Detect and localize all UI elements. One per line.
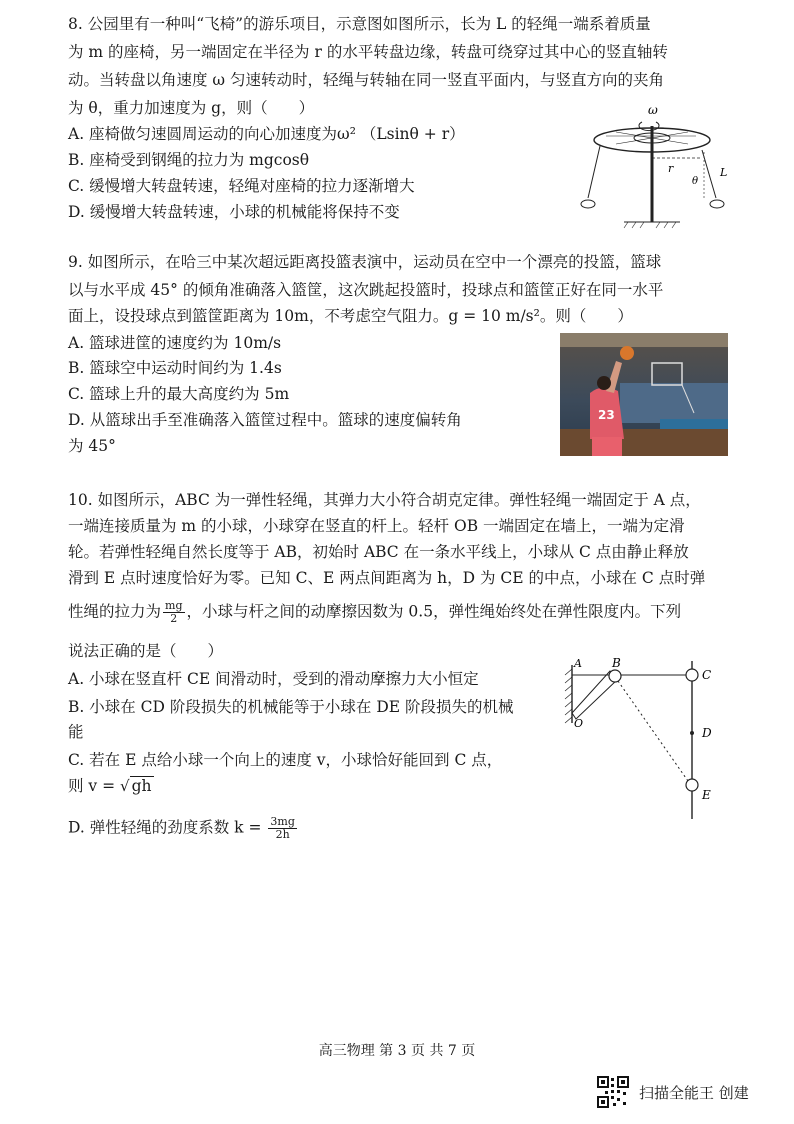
q10-line-3: 轮。若弹性轻绳自然长度等于 AB，初始时 ABC 在一条水平线上，小球从 C 点由静止释放 bbox=[68, 543, 689, 561]
q9-option-c: C. 篮球上升的最大高度约为 5m bbox=[68, 385, 290, 403]
omega-label: ω bbox=[648, 103, 658, 117]
scanner-watermark bbox=[597, 1076, 749, 1108]
label-D: D bbox=[702, 726, 712, 740]
q10-option-c-cont: 则 v = √ gh bbox=[68, 777, 152, 795]
elastic-rope-diagram bbox=[562, 655, 722, 825]
jersey-number: 23 bbox=[598, 408, 615, 422]
q10-line-5-end: ，小球与杆之间的动摩擦因数为 0.5，弹性绳始终处在弹性限度内。下列 bbox=[186, 602, 682, 621]
q9-line-1: 9. 如图所示，在哈三中某次超远距离投篮表演中，运动员在空中一个漂亮的投篮，篮球 bbox=[68, 253, 662, 271]
q8-option-b: B. 座椅受到钢绳的拉力为 mgcosθ bbox=[68, 151, 310, 169]
q8-line-1: 8. 公园里有一种叫“飞椅”的游乐项目，示意图如图所示，长为 L 的轻绳一端系着质量 bbox=[68, 15, 651, 33]
q10-option-d bbox=[68, 816, 299, 841]
q8-option-c: C. 缓慢增大转盘转速，轻绳对座椅的拉力逐渐增大 bbox=[68, 177, 415, 195]
label-A: A bbox=[574, 657, 582, 670]
label-C: C bbox=[702, 668, 712, 682]
basketball-photo bbox=[560, 333, 728, 456]
q10-line-6: 说法正确的是（ ） bbox=[68, 642, 224, 660]
k-den: 2h bbox=[275, 828, 290, 841]
q9-option-a: A. 篮球进筐的速度约为 10m/s bbox=[68, 334, 282, 352]
k-fraction bbox=[268, 816, 296, 841]
q10-line-2: 一端连接质量为 m 的小球，小球穿在竖直的杆上。轻杆 OB 一端固定在墙上，一端为定滑 bbox=[68, 517, 685, 535]
q8-line-2: 为 m 的座椅，另一端固定在半径为 r 的水平转盘边缘，转盘可绕穿过其中心的竖直轴转 bbox=[68, 43, 668, 61]
r-label: r bbox=[668, 162, 674, 175]
tension-fraction bbox=[163, 600, 184, 625]
flying-chair-diagram bbox=[576, 100, 736, 230]
q9-line-3: 面上，设投球点到篮筐距离为 10m，不考虑空气阻力。g = 10 m/s²。则（ ） bbox=[68, 307, 633, 325]
tension-den: 2 bbox=[170, 612, 178, 625]
label-B: B bbox=[612, 656, 621, 670]
q9-line-2: 以与水平成 45° 的倾角准确落入篮筐，这次跳起投篮时，投球点和篮筐正好在同一水平 bbox=[68, 281, 664, 299]
q10-line-5-start: 性绳的拉力为 bbox=[68, 602, 162, 621]
q9-option-d-cont: 为 45° bbox=[68, 437, 116, 455]
q10-option-a: A. 小球在竖直杆 CE 间滑动时，受到的滑动摩擦力大小恒定 bbox=[68, 670, 479, 688]
scanner-text: 扫描全能王 创建 bbox=[639, 1083, 749, 1102]
q9-option-b: B. 篮球空中运动时间约为 1.4s bbox=[68, 359, 282, 377]
page-footer: 高三物理 第 3 页 共 7 页 bbox=[318, 1043, 476, 1059]
theta-label: θ bbox=[692, 176, 699, 187]
label-O: O bbox=[574, 717, 584, 730]
basketball bbox=[620, 346, 634, 360]
q8-line-3: 动。当转盘以角速度 ω 匀速转动时，轻绳与转轴在同一竖直平面内，与竖直方向的夹角 bbox=[68, 71, 664, 89]
qr-code-icon bbox=[597, 1076, 629, 1108]
q10-line-5 bbox=[68, 600, 681, 625]
q8-line-4: 为 θ，重力加速度为 g，则（ ） bbox=[68, 99, 315, 117]
q10-option-b-cont: 能 bbox=[68, 723, 84, 741]
q10-option-c: C. 若在 E 点给小球一个向上的速度 v，小球恰好能回到 C 点， bbox=[68, 751, 503, 769]
q8-option-a: A. 座椅做匀速圆周运动的向心加速度为ω² （Lsinθ + r） bbox=[68, 125, 465, 143]
tension-num: mg bbox=[165, 599, 183, 612]
q10-line-4: 滑到 E 点时速度恰好为零。已知 C、E 两点间距离为 h，D 为 CE 的中点，小球在 C 点时弹 bbox=[68, 569, 706, 587]
q9-option-d: D. 从篮球出手至准确落入篮筐过程中。篮球的速度偏转角 bbox=[68, 411, 462, 429]
q8-option-d: D. 缓慢增大转盘转速，小球的机械能将保持不变 bbox=[68, 203, 400, 221]
k-expression: D. 弹性轻绳的劲度系数 k = bbox=[68, 818, 267, 837]
L-label: L bbox=[720, 166, 728, 179]
v-expression: 则 v = bbox=[68, 777, 121, 795]
label-E: E bbox=[702, 788, 711, 802]
k-num: 3mg bbox=[270, 815, 295, 828]
q10-option-b: B. 小球在 CD 阶段损失的机械能等于小球在 DE 阶段损失的机械 bbox=[68, 698, 514, 716]
v-sqrt-arg: gh bbox=[131, 777, 152, 795]
q10-line-1: 10. 如图所示，ABC 为一弹性轻绳，其弹力大小符合胡克定律。弹性轻绳一端固定于 A 点， bbox=[68, 491, 701, 509]
